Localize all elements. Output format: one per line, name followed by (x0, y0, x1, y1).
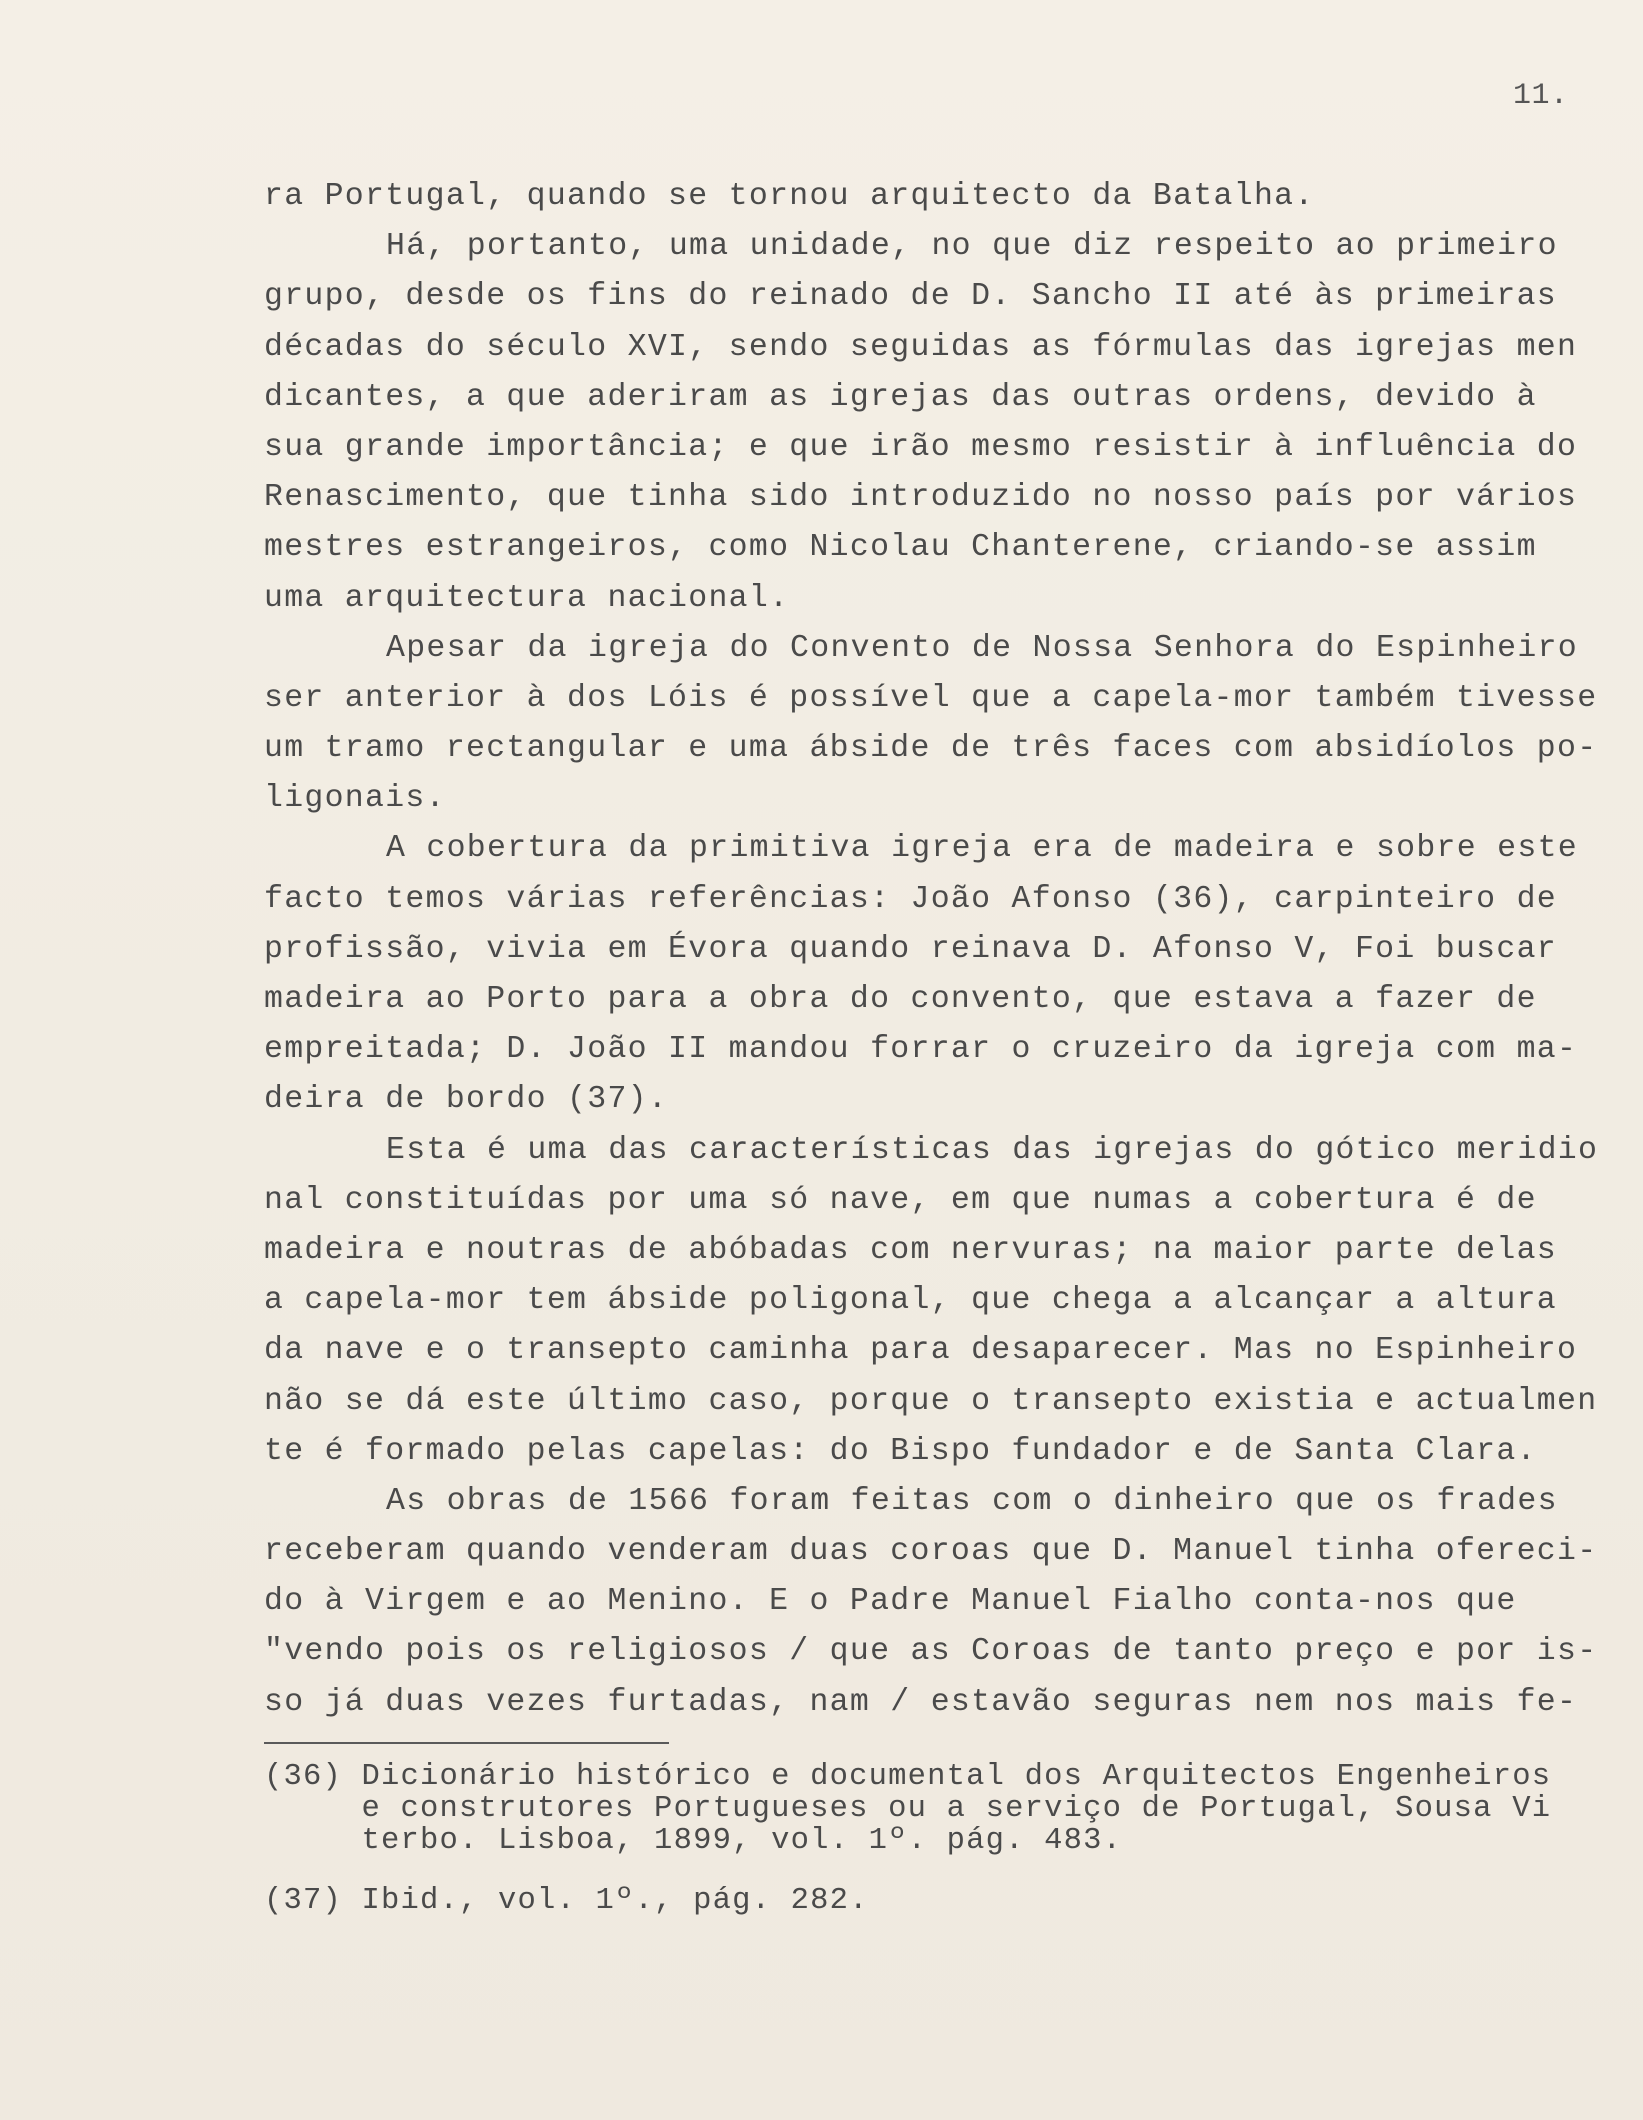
text-line: mestres estrangeiros, como Nicolau Chanterene, criando-se assim (264, 530, 1537, 566)
text-line: empreitada; D. João II mandou forrar o cruzeiro da igreja com ma- (264, 1032, 1578, 1068)
text-line: As obras de 1566 foram feitas com o dinheiro que os frades (386, 1483, 1558, 1519)
text-line: deira de bordo (37). (264, 1082, 669, 1118)
text-line: ra Portugal, quando se tornou arquitecto da Batalha. (264, 179, 1315, 214)
body-text (264, 172, 1624, 1728)
text-line: não se dá este último caso, porque o transepto existia e actualmen (264, 1383, 1598, 1419)
text-line: Há, portanto, uma unidade, no que diz respeito ao primeiro (386, 229, 1558, 265)
text-line: uma arquitectura nacional. (264, 580, 790, 616)
text-line: receberam quando venderam duas coroas que D. Manuel tinha ofereci- (264, 1534, 1598, 1570)
text-line: do à Virgem e ao Menino. E o Padre Manuel Fialho conta-nos que (264, 1584, 1517, 1620)
text-line: nal constituídas por uma só nave, em que numas a cobertura é de (264, 1182, 1537, 1218)
footnote-37 (264, 1885, 1624, 1917)
text-line: ligonais. (264, 781, 446, 817)
text-line: um tramo rectangular e uma ábside de três faces com absidíolos po- (264, 731, 1598, 767)
footnote-line: e construtores Portugueses ou a serviço de Portugal, Sousa Vi (264, 1792, 1552, 1826)
text-line: madeira e noutras de abóbadas com nervuras; na maior parte delas (264, 1232, 1557, 1268)
text-line: facto temos várias referências: João Afonso (36), carpinteiro de (264, 881, 1557, 917)
footnote-line: (37) Ibid., vol. 1º., pág. 282. (264, 1884, 869, 1918)
text-line: sua grande importância; e que irão mesmo resistir à influência do (264, 429, 1578, 465)
footnote-line: (36) Dicionário histórico e documental dos Arquitectos Engenheiros (264, 1760, 1552, 1794)
text-line: Apesar da igreja do Convento de Nossa Senhora do Espinheiro (386, 630, 1578, 666)
text-line: décadas do século XVI, sendo seguidas as fórmulas das igrejas men (264, 329, 1578, 365)
text-line: Esta é uma das características das igrejas do gótico meridio (386, 1132, 1599, 1168)
text-line: te é formado pelas capelas: do Bispo fundador e de Santa Clara. (264, 1433, 1537, 1469)
text-line: ser anterior à dos Lóis é possível que a capela-mor também tivesse (264, 680, 1598, 716)
text-line: madeira ao Porto para a obra do convento, que estava a fazer de (264, 982, 1537, 1017)
text-line: "vendo pois os religiosos / que as Coroas de tanto preço e por is- (264, 1634, 1598, 1670)
text-line: grupo, desde os fins do reinado de D. Sancho II até às primeiras (264, 279, 1557, 315)
text-line: da nave e o transepto caminha para desaparecer. Mas no Espinheiro (264, 1333, 1578, 1369)
footnotes (264, 1761, 1624, 1945)
text-line: dicantes, a que aderiram as igrejas das outras ordens, devido à (264, 379, 1537, 415)
page-number: 11. (1513, 79, 1569, 113)
footnote-divider (264, 1742, 669, 1744)
text-line: Renascimento, que tinha sido introduzido no nosso país por vários (264, 480, 1578, 516)
footnote-line: terbo. Lisboa, 1899, vol. 1º. pág. 483. (264, 1824, 1123, 1858)
text-line: a capela-mor tem ábside poligonal, que chega a alcançar a altura (264, 1283, 1557, 1319)
text-line: so já duas vezes furtadas, nam / estavão seguras nem nos mais fe- (264, 1684, 1578, 1720)
text-line: A cobertura da primitiva igreja era de madeira e sobre este (386, 831, 1578, 867)
text-line: profissão, vivia em Évora quando reinava D. Afonso V, Foi buscar (264, 931, 1557, 967)
footnote-36 (264, 1761, 1624, 1857)
